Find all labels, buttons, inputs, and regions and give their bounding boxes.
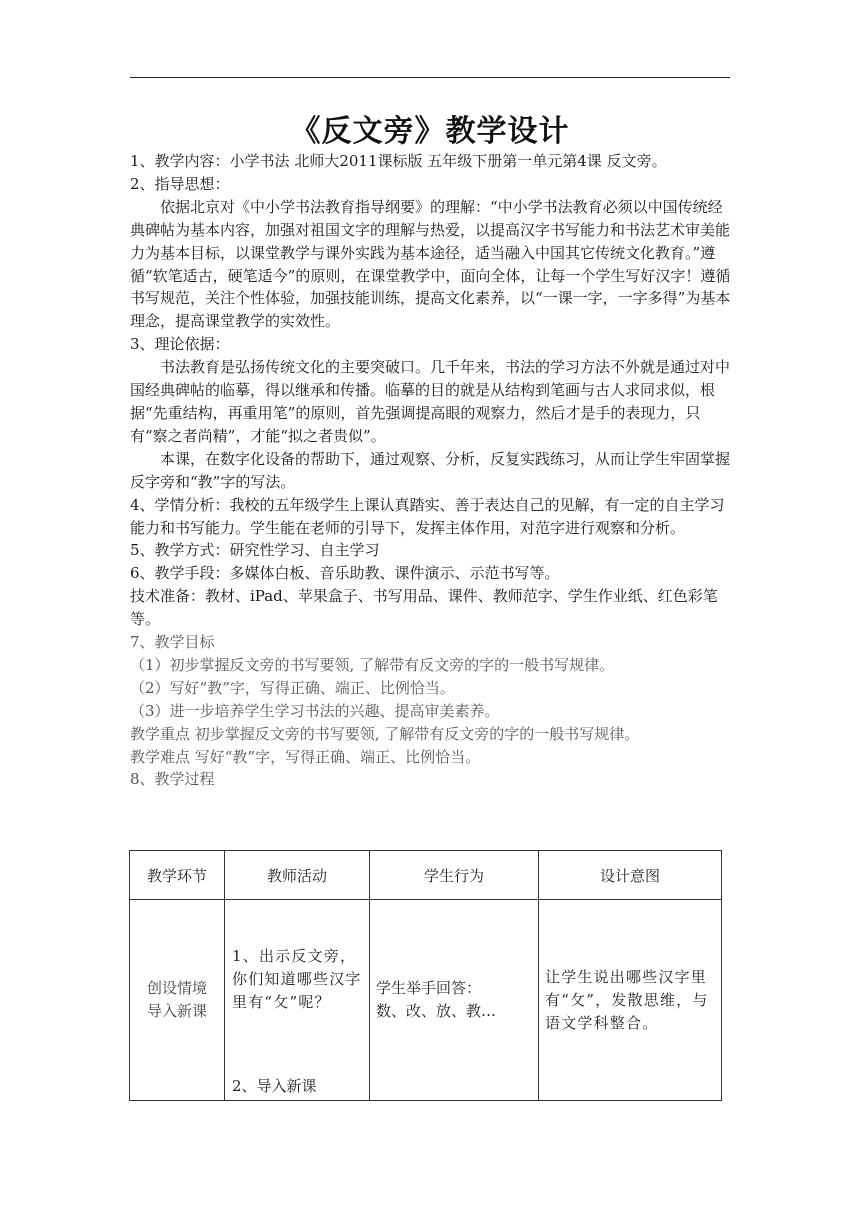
teacher-activity-2: 2、导入新课 bbox=[232, 1077, 317, 1095]
header-teacher-activity: 教师活动 bbox=[225, 851, 370, 900]
document-body bbox=[130, 150, 732, 791]
goal-item-1: （1）初步掌握反文旁的书写要领, 了解带有反文旁的字的一般书写规律。 bbox=[130, 655, 615, 674]
key-point: 教学重点 初步掌握反文旁的书写要领, 了解带有反文旁的字的一般书写规律。 bbox=[130, 724, 640, 743]
document-title: 《反文旁》教学设计 bbox=[290, 114, 570, 149]
header-rule bbox=[130, 77, 730, 78]
section-goals-heading: 7、教学目标 bbox=[130, 633, 215, 652]
stage-cell bbox=[130, 900, 225, 1101]
student-behavior-cell bbox=[370, 900, 539, 1101]
header-student-behavior: 学生行为 bbox=[370, 851, 539, 900]
section-tech-prep: 技术准备：教材、iPad、苹果盒子、书写用品、课件、教师范字、学生作业纸、红色彩笔等。 bbox=[130, 587, 718, 629]
process-table bbox=[129, 850, 722, 1101]
section-teaching-method: 5、教学方式：研究性学习、自主学习 bbox=[130, 541, 380, 560]
header-design-intent: 设计意图 bbox=[539, 851, 722, 900]
stage-line-1: 创设情境 bbox=[146, 979, 207, 997]
table-row bbox=[130, 900, 722, 1101]
section-teaching-means: 6、教学手段：多媒体白板、音乐助教、课件演示、示范书写等。 bbox=[130, 564, 560, 583]
section-guiding-body: 依据北京对《中小学书法教育指导纲要》的理解：“中小学书法教育必须以中国传统经典碑帖为基本内容，加强对祖国文字的理解与热爱，以提高汉字书写能力和书法艺术审美能力为基本目标，以课堂教学与课外实践为基本途径，适当融入中国其它传统文化教育。”遵循“软笔适古，硬笔适今”的原则，在课堂教学中，面向全体，让每一个学生写好汉字！遵循书写规范，关注个性体验，加强技能训练，提高文化素养，以“一课一字，一字多得”为基本理念，提高课堂教学的实效性。 bbox=[130, 197, 731, 331]
section-learner-analysis: 4、学情分析：我校的五年级学生上课认真踏实、善于表达自己的见解，有一定的自主学习能力和书写能力。学生能在老师的引导下，发挥主体作用，对范字进行观察和分析。 bbox=[130, 495, 725, 537]
section-theory-body-1: 书法教育是弘扬传统文化的主要突破口。几千年来，书法的学习方法不外就是通过对中国经典碑帖的临摹，得以继承和传播。临摹的目的就是从结构到笔画与古人求同求似，根据“先重结构，再重用笔”的原则，首先强调提高眼的观察力，然后才是手的表现力，只有“察之者尚精”，才能“拟之者贵似”。 bbox=[130, 358, 731, 445]
section-process-heading: 8、教学过程 bbox=[130, 770, 215, 789]
teacher-activity-1: 1、出示反文旁，你们知道哪些汉字里有“攵”呢？ bbox=[232, 947, 362, 1011]
section-teaching-content: 1、教学内容：小学书法 北师大2011课标版 五年级下册第一单元第4课 反文旁。 bbox=[130, 152, 667, 170]
header-stage: 教学环节 bbox=[130, 851, 225, 900]
section-guiding-heading: 2、指导思想： bbox=[130, 174, 230, 193]
difficulty-point: 教学难点 写好“教”字，写得正确、端正、比例恰当。 bbox=[130, 747, 481, 766]
student-behavior-line-1: 学生举手回答： bbox=[376, 979, 482, 997]
goal-item-3: （3）进一步培养学生学习书法的兴趣、提高审美素养。 bbox=[130, 701, 500, 720]
table-header-row bbox=[130, 851, 722, 900]
section-theory-heading: 3、理论依据： bbox=[130, 335, 230, 354]
goal-item-2: （2）写好“教”字，写得正确、端正、比例恰当。 bbox=[130, 678, 455, 697]
design-intent-cell: 让学生说出哪些汉字里有“攵”，发散思维，与语文学科整合。 bbox=[539, 900, 722, 1101]
teacher-activity-cell bbox=[225, 900, 370, 1101]
stage-line-2: 导入新课 bbox=[146, 1002, 207, 1020]
student-behavior-line-2: 数、改、放、教… bbox=[376, 1002, 497, 1020]
section-theory-body-2: 本课，在数字化设备的帮助下，通过观察、分析，反复实践练习，从而让学生牢固掌握反字旁和“教”字的写法。 bbox=[130, 449, 731, 491]
